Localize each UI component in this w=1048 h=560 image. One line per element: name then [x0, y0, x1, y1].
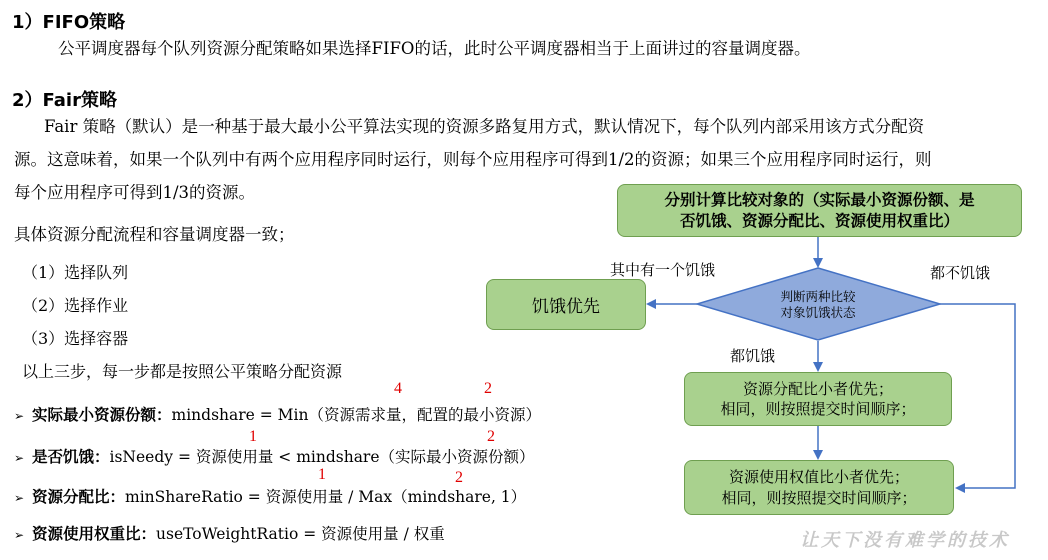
section1-heading: 1）FIFO策略	[12, 12, 126, 33]
bullet-arrow-icon: ➢	[14, 528, 25, 542]
formula-expression: mindshare = Min（资源需求量，配置的最小资源）	[171, 406, 541, 424]
weight-ratio-box	[684, 460, 954, 515]
annotation-number: 2	[487, 428, 495, 445]
annotation-number: 2	[455, 469, 463, 486]
decision-line-2: 对象饥饿状态	[780, 305, 856, 320]
share-ratio-box	[684, 372, 952, 426]
decision-line-1: 判断两种比较	[780, 289, 856, 304]
starving-first-label: 饥饿优先	[532, 297, 600, 317]
weight-ratio-line-2: 相同，则按照提交时间顺序；	[721, 488, 917, 507]
annotation-number: 1	[318, 466, 326, 483]
annotation-number: 4	[394, 380, 402, 397]
para-line-2: 源。这意味着，如果一个队列中有两个应用程序同时运行，则每个应用程序可得到1/2的资源；如果三个应用程序同时运行，则	[14, 150, 932, 169]
weight-ratio-line-1: 资源使用权值比小者优先；	[728, 468, 909, 487]
bullet-arrow-icon: ➢	[14, 491, 25, 505]
formula-expression: isNeedy = 资源使用量 < mindshare（实际最小资源份额）	[109, 448, 535, 466]
compute-objects-line-1: 分别计算比较对象的（实际最小资源份额、是	[664, 191, 975, 210]
share-ratio-line-2: 相同，则按照提交时间顺序；	[720, 400, 916, 418]
para-line-3: 每个应用程序可得到1/3的资源。	[14, 183, 256, 202]
annotation-number: 1	[249, 428, 257, 445]
bullet-arrow-icon: ➢	[14, 451, 25, 465]
decision-label	[737, 289, 899, 321]
compute-objects-box	[617, 184, 1022, 237]
edge-label-all-starving: 都饥饿	[730, 347, 776, 365]
para-line-1: Fair 策略（默认）是一种基于最大最小公平算法实现的资源多路复用方式，默认情况下，每个队列内部采用该方式分配资	[44, 117, 925, 136]
formula-term: 是否饥饿：	[32, 448, 110, 466]
compute-objects-line-2: 否饥饿、资源分配比、资源使用权重比）	[679, 211, 959, 230]
formula-term: 资源使用权重比：	[32, 525, 157, 543]
steps-summary: 以上三步，每一步都是按照公平策略分配资源	[22, 362, 343, 381]
edge-label-one-starving: 其中有一个饥饿	[610, 261, 716, 279]
formula-expression: useToWeightRatio = 资源使用量 / 权重	[156, 525, 445, 543]
annotation-number: 2	[484, 380, 492, 397]
step-1: （1）选择队列	[22, 263, 129, 282]
share-ratio-line-1: 资源分配比小者优先；	[742, 379, 893, 398]
edge-label-none-starving: 都不饥饿	[930, 264, 991, 282]
formula-expression: minShareRatio = 资源使用量 / Max（mindshare, 1）	[125, 488, 527, 506]
formula-term: 实际最小资源份额：	[32, 406, 172, 424]
section2-heading: 2）Fair策略	[12, 90, 117, 111]
flow-intro: 具体资源分配流程和容量调度器一致；	[14, 225, 295, 244]
starving-first-box	[486, 279, 646, 330]
step-3: （3）选择容器	[22, 329, 129, 348]
watermark: 让天下没有难学的技术	[800, 530, 1010, 551]
bullet-arrow-icon: ➢	[14, 409, 25, 423]
formula-term: 资源分配比：	[32, 488, 126, 506]
section1-text: 公平调度器每个队列资源分配策略如果选择FIFO的话，此时公平调度器相当于上面讲过的容量调度器。	[58, 39, 811, 58]
step-2: （2）选择作业	[22, 296, 129, 315]
